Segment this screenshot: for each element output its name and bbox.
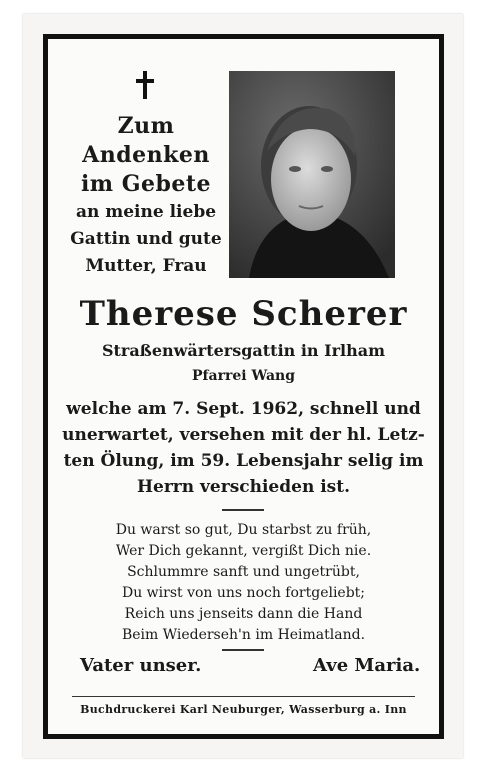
- poem-line: Wer Dich gekannt, vergißt Dich nie.: [115, 543, 372, 559]
- death-notice-text: [62, 396, 425, 500]
- dedication-subline: Mutter, Frau: [85, 256, 207, 276]
- divider: [222, 649, 264, 651]
- dedication-subline: an meine liebe: [75, 202, 217, 222]
- dedication-line: Andenken: [82, 142, 210, 168]
- dedication-block: [62, 112, 230, 280]
- deceased-occupation: Straßenwärtersgattin in Irlham: [101, 341, 386, 360]
- notice-line: ten Ölung, im 59. Lebensjahr selig im: [63, 451, 424, 471]
- notice-line: Herrn verschieden ist.: [136, 477, 351, 497]
- deceased-parish: Pfarrei Wang: [191, 368, 296, 384]
- prayer-vater-unser: Vater unser.: [80, 655, 202, 676]
- printer-imprint: Buchdruckerei Karl Neuburger, Wasserburg a. Inn: [80, 703, 407, 716]
- poem-line: Du wirst von uns noch fortgeliebt;: [121, 585, 366, 601]
- dedication-line: Zum: [117, 113, 175, 139]
- notice-line: unerwartet, versehen mit der hl. Letz-: [62, 425, 425, 445]
- notice-line: welche am 7. Sept. 1962, schnell und: [66, 399, 421, 419]
- portrait-photo: [229, 71, 395, 278]
- prayer-ave-maria: Ave Maria.: [313, 655, 421, 676]
- deceased-name: Therese Scherer: [79, 294, 408, 334]
- cross-icon: [134, 71, 156, 99]
- divider: [222, 509, 264, 511]
- divider: [72, 696, 415, 697]
- poem-line: Reich uns jenseits dann die Hand: [124, 606, 363, 622]
- memorial-poem: [62, 520, 425, 646]
- poem-line: Beim Wiederseh'n im Heimatland.: [121, 627, 366, 643]
- dedication-subline: Gattin und gute: [70, 229, 222, 249]
- poem-line: Du warst so gut, Du starbst zu früh,: [115, 522, 372, 538]
- poem-line: Schlummre sanft und ungetrübt,: [127, 564, 360, 580]
- dedication-line: im Gebete: [80, 171, 212, 197]
